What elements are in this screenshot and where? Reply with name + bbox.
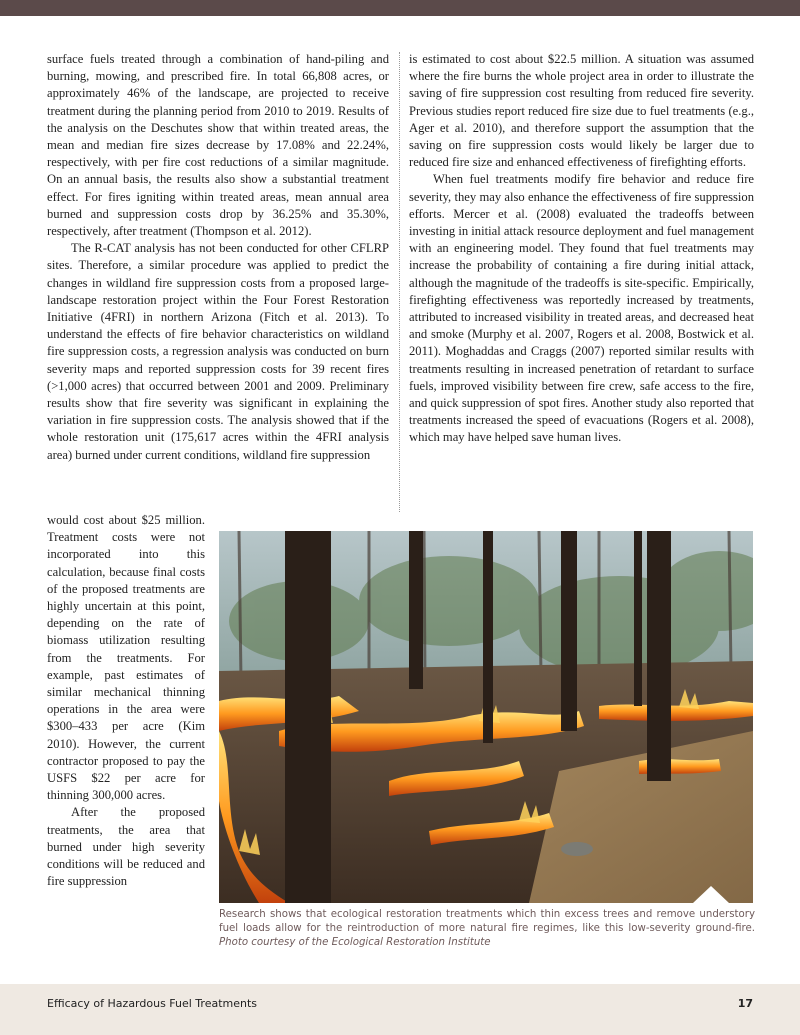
top-band (0, 0, 800, 16)
column-divider (399, 52, 400, 512)
paragraph: The R-CAT analysis has not been conducted for other CFLRP sites. Therefore, a similar procedure was applied to predict the changes in wildland fire suppression costs from a proposed large-landscape restoration project within the Four Forest Restoration Initiative (4FRI) in northern Arizona (Fitch et al. 2013). To understand the effects of fire behavior characteristics on wildland fire suppression costs, a regression analysis was conducted on burn severity maps and reported suppression costs for 39 recent fires (>1,000 acres) that occurred between 2001 and 2009. Preliminary results show that fire severity was significant in explaining the variation in fire suppression costs. The analysis showed that if the whole restoration unit (175,617 acres within the 4FRI analysis area) burned under current conditions, wildland fire suppression (47, 241, 389, 462)
caption-text: Research shows that ecological restoration treatments which thin excess trees and remove understory fuel loads allow for the reintroduction of more natural fire regimes, like this low-severity ground-fire. (219, 909, 755, 934)
paragraph: is estimated to cost about $22.5 million. A situation was assumed where the fire burns the whole project area in order to illustrate the saving of fire suppression cost resulting from reduced fire severity. Previous studies report reduced fire size due to fuel treatments (e.g., Ager et al. 2010), and therefore support the assumption that the saving on fire suppression costs would likely be larger due to reduced fire size and enhanced effectiveness of firefighting efforts. (409, 52, 754, 170)
paragraph: surface fuels treated through a combination of hand-piling and burning, mowing, and prescribed fire. In total 66,808 acres, or approximately 46% of the landscape, are projected to receive treatment during the planning period from 2010 to 2019. Results of the analysis on the Deschutes show that within treated areas, the mean and median fire sizes decrease by 17.08% and 22.24%, respectively, with per fire cost reductions of a similar magnitude. On an annual basis, the results also show a substantial treatment effect. For fires igniting within treated areas, mean annual area burned and suppression costs drop by 36.25% and 35.30%, respectively, after treatment (Thompson et al. 2012). (47, 52, 389, 239)
caption-credit: Photo courtesy of the Ecological Restoration Institute (219, 937, 491, 948)
photo-notch (693, 886, 729, 903)
paragraph: When fuel treatments modify fire behavior and reduce fire severity, they may also enhance the effectiveness of fire suppression efforts. Mercer et al. (2008) evaluated the tradeoffs between investing in initial attack resource deployment and fuel management with an engineering model. They found that fuel treatments may increase the probability of containing a fire during initial attack, although the magnitude of the tradeoffs is site-specific. Empirically, firefighting effectiveness was reportedly increased by treatments, attributed to increased visibility in treated areas, and decreased heat and smoke (Murphy et al. 2007, Rogers et al. 2008, Bostwick et al. 2011). Moghaddas and Craggs (2007) reported similar results with treatments resulting in increased penetration of retardant to surface fuels, improved visibility between fire crew, safe access to the fire, and quick suppression of spot fires. Another study also reported that treatments increased the speed of evacuations (Rogers et al. 2008), which may have helped save human lives. (409, 172, 754, 445)
photo-caption (219, 908, 755, 950)
page-number: 17 (737, 997, 753, 1010)
footer-title: Efficacy of Hazardous Fuel Treatments (47, 997, 258, 1010)
paragraph: would cost about $25 million. Treatment costs were not incorporated into this calculation, because final costs of the proposed treatments are highly uncertain at this point, depending on the rate of biomass utilization resulting from the treatments. For example, past estimates of similar mechanical thinning operations in the area were $300–433 per acre (Kim 2010). However, the current contractor proposed to pay the USFS $22 per acre for thinning 300,000 acres. (47, 513, 205, 803)
page-footer (0, 984, 800, 1035)
forest-fire-photo (219, 531, 753, 903)
right-column (409, 51, 754, 447)
left-narrow-column (47, 512, 205, 890)
left-column (47, 51, 389, 464)
paragraph: After the proposed treatments, the area that burned under high severity conditions will be reduced and fire suppression (47, 805, 205, 889)
